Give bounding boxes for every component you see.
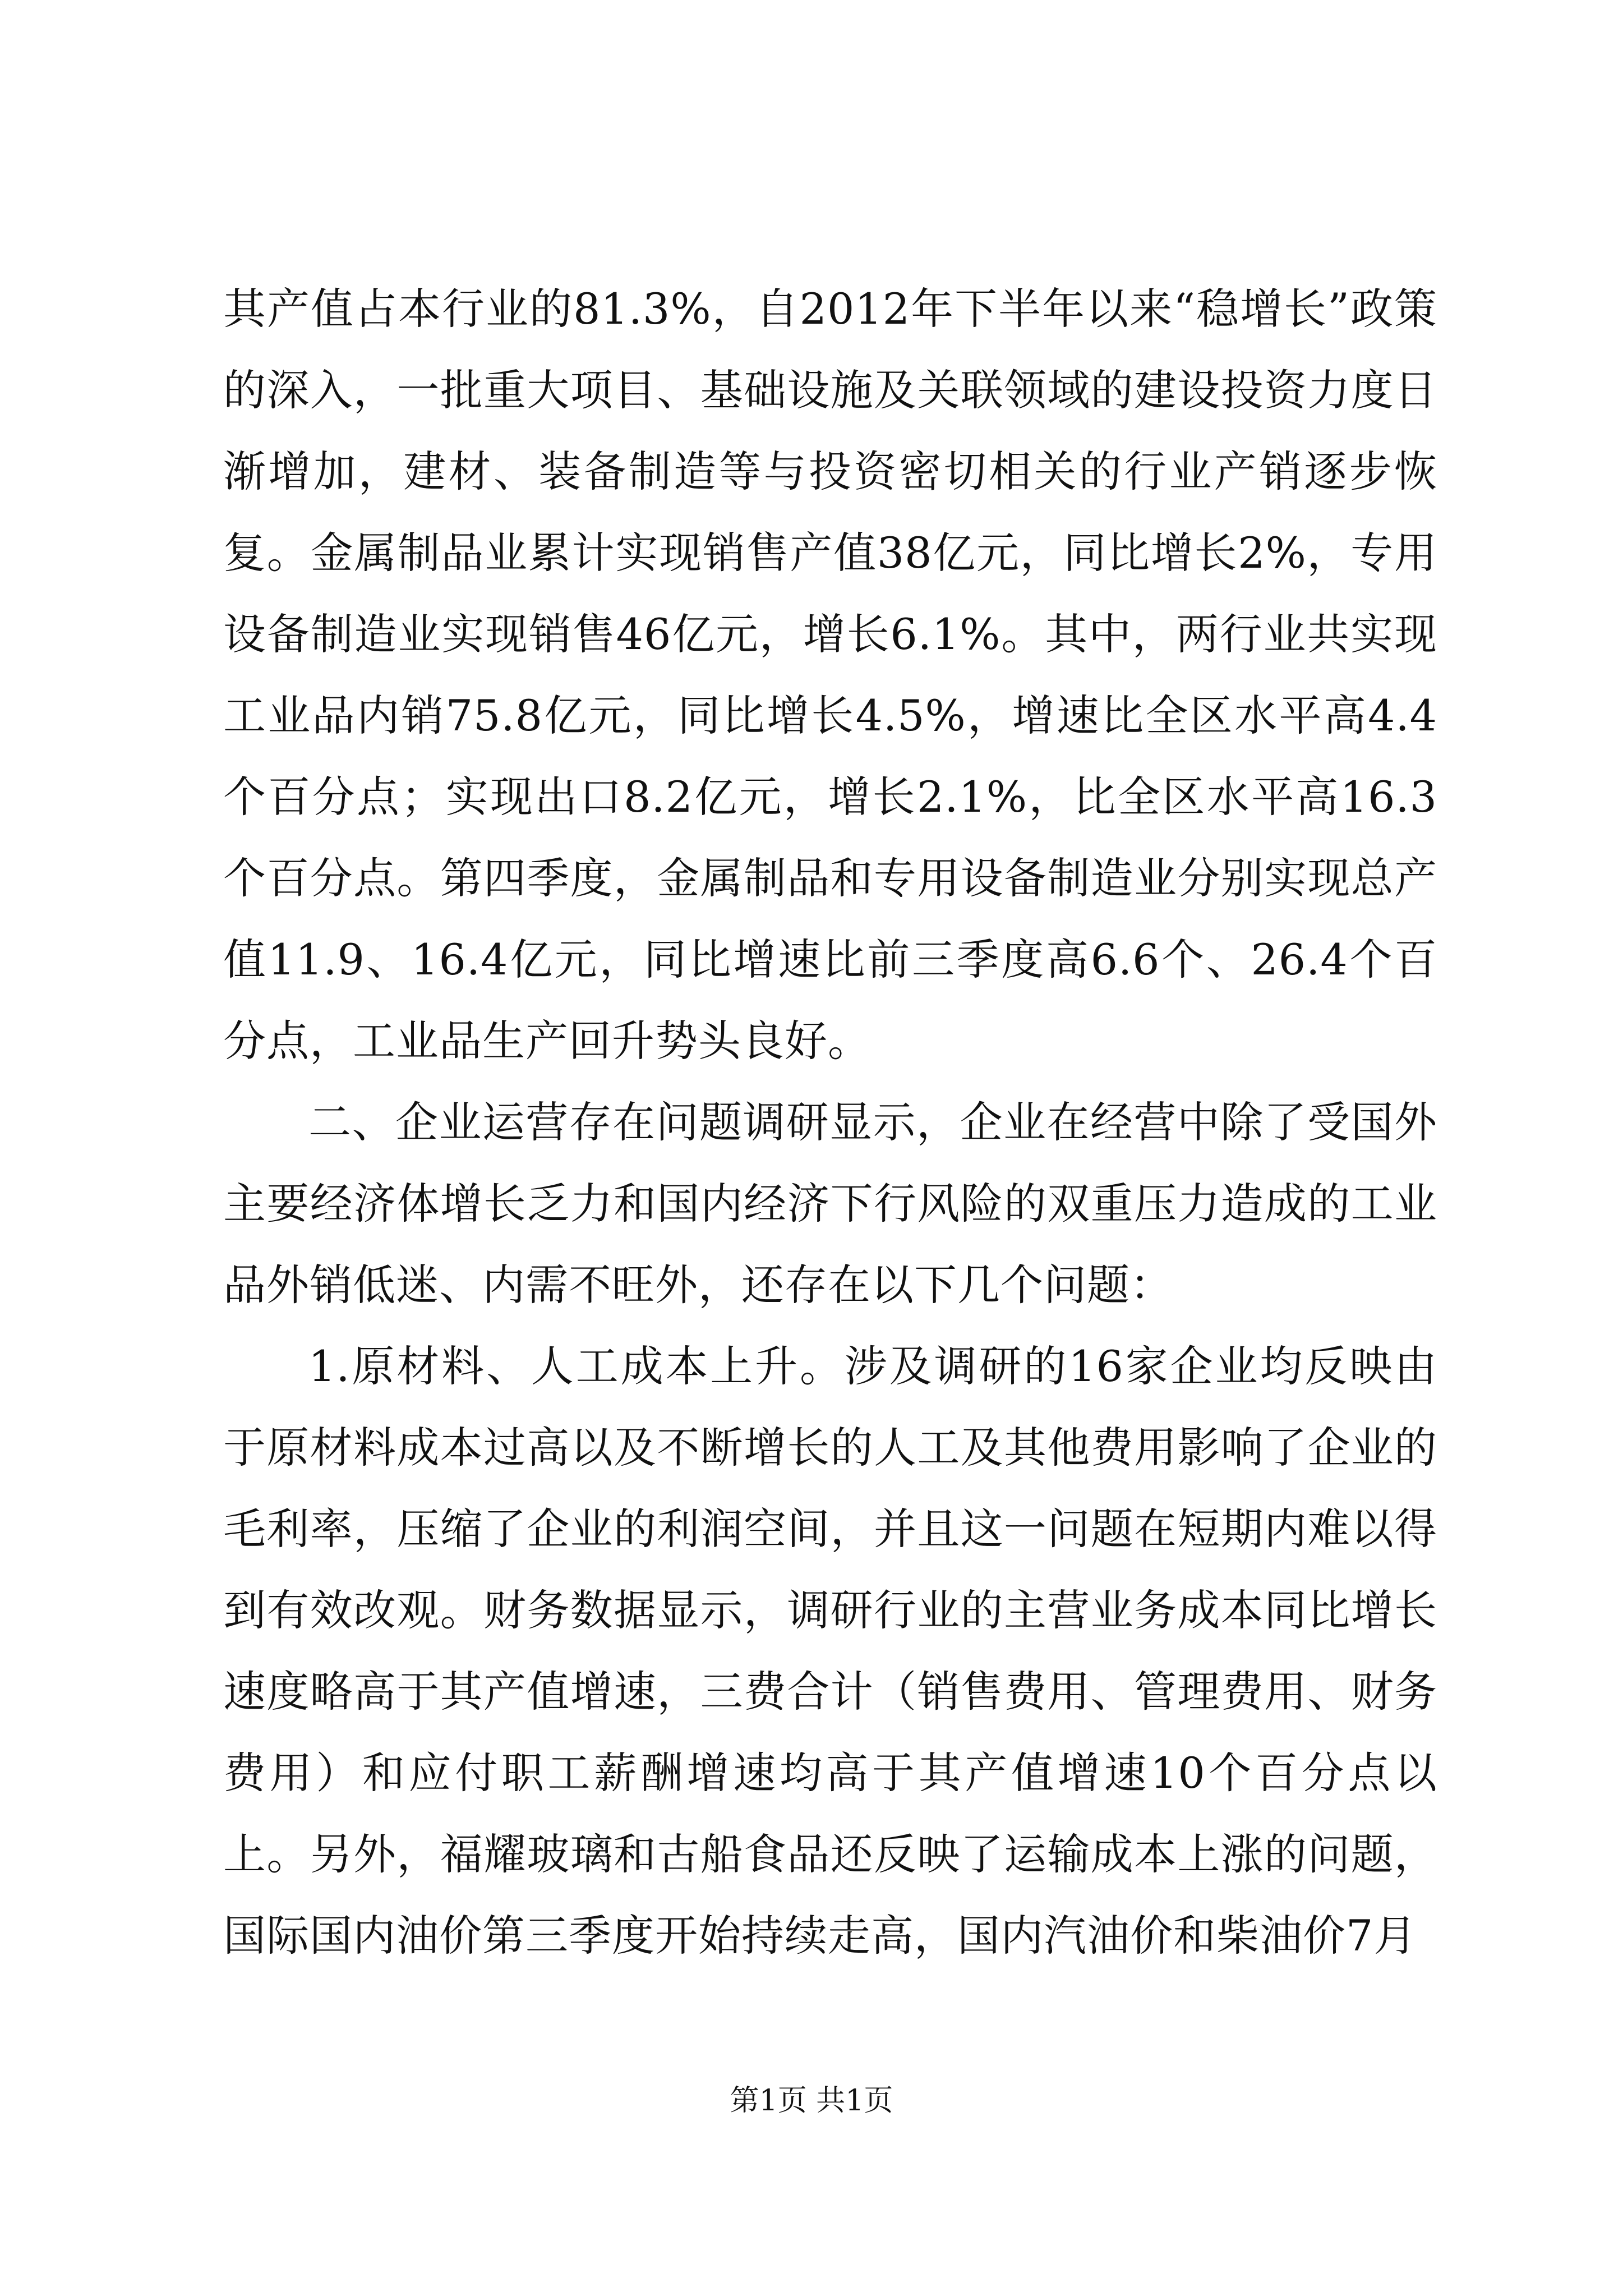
paragraph-section-two: 二、企业运营存在问题调研显示，企业在经营中除了受国外主要经济体增长乏力和国内经济下行风险的双重压力造成的工业品外销低迷、内需不旺外，还存在以下几个问题： <box>223 1097 1437 1310</box>
page-footer: 第1页 共1页 <box>730 2084 893 2118</box>
paragraph-continuation: 其产值占本行业的81.3%，自2012年下半年以来“稳增长”政策的深入，一批重大项目、基础设施及关联领域的建设投资力度日渐增加，建材、装备制造等与投资密切相关的行业产销逐步恢复。金属制品业累计实现销售产值38亿元，同比增长2%，专用设备制造业实现销售46亿元，增长6.1%。其中，两行业共实现工业品内销75.8亿元，同比增长4.5%，增速比全区水平高4.4个百分点；实现出口8.2亿元，增长2.1%，比全区水平高16.3个百分点。第四季度，金属制品和专用设备制造业分别实现总产值11.9、16.4亿元，同比增速比前三季度高6.6个、26.4个百分点，工业品生产回升势头良好。 <box>223 284 1437 1066</box>
document-body <box>223 268 1437 1976</box>
paragraph-item-one: 1.原材料、人工成本上升。涉及调研的16家企业均反映由于原材料成本过高以及不断增长的人工及其他费用影响了企业的毛利率，压缩了企业的利润空间，并且这一问题在短期内难以得到有效改观。财务数据显示，调研行业的主营业务成本同比增长速度略高于其产值增速，三费合计（销售费用、管理费用、财务费用）和应付职工薪酬增速均高于其产值增速10个百分点以上。另外，福耀玻璃和古船食品还反映了运输成本上涨的问题，国际国内油价第三季度开始持续走高，国内汽油价和柴油价7月 <box>223 1341 1437 1961</box>
